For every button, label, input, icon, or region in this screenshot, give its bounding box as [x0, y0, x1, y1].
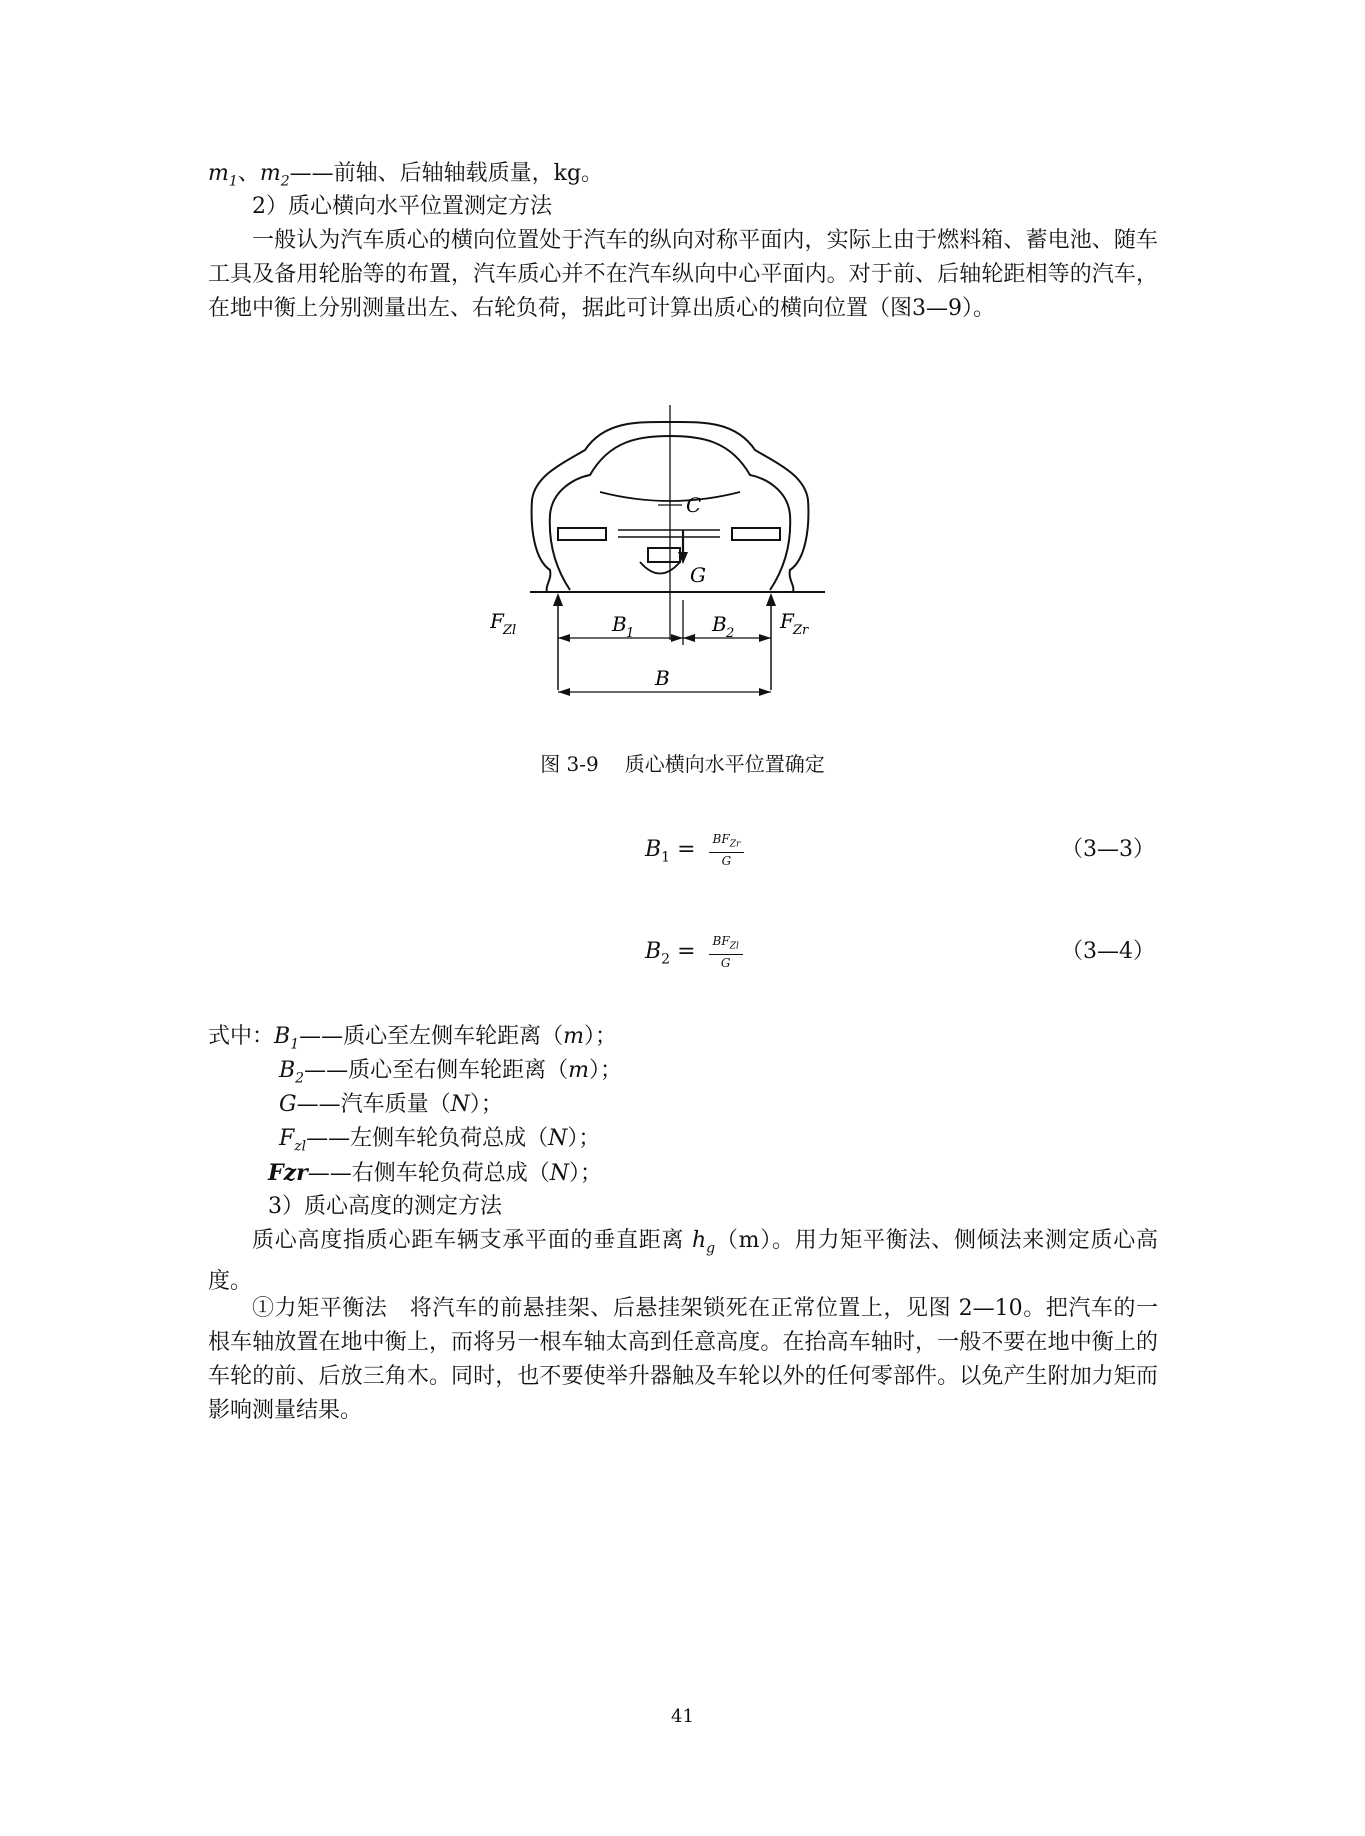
formula-3-3: [645, 832, 744, 868]
definition-g-unit: N: [450, 1092, 470, 1117]
formula-3-3-lhs-sub: 1: [661, 849, 671, 866]
label-b1: B: [612, 612, 627, 636]
definitions-prefix: 式中：: [208, 1024, 275, 1049]
section-3-heading: 3）质心高度的测定方法: [268, 1194, 502, 1219]
formula-3-4-denominator: G: [720, 956, 731, 971]
label-b2-sub: 2: [726, 626, 735, 641]
definition-fzl-sub: zl: [294, 1138, 307, 1155]
axle-load-text: ——前轴、后轴轴载质量，kg。: [289, 161, 604, 186]
definition-g: [279, 1088, 503, 1122]
definition-fzr-symbol: Fzr: [268, 1160, 308, 1186]
m1-sub: 1: [228, 173, 238, 190]
figure-caption-text: 质心横向水平位置确定: [624, 752, 825, 776]
formula-3-4-lhs: B: [645, 939, 662, 965]
formula-3-3-equals: =: [677, 837, 696, 863]
formula-3-4: [645, 934, 743, 970]
right-reaction-arrowhead: [766, 593, 776, 606]
formula-3-3-fraction: [709, 832, 745, 868]
definition-b1-unit: m: [563, 1024, 584, 1049]
definition-fzl-close: ）；: [567, 1126, 601, 1151]
formula-3-4-equals: =: [677, 939, 696, 965]
right-headlight: [732, 528, 780, 540]
formula-3-4-numerator-sub: Zl: [729, 941, 739, 952]
page-number: 41: [671, 1706, 694, 1727]
figure-caption: [0, 748, 1365, 777]
definition-fzl-text: ——左侧车轮负荷总成（: [306, 1126, 549, 1151]
definition-fzr: [268, 1156, 602, 1191]
label-fzr: F: [780, 609, 794, 633]
definition-fzl-symbol: F: [279, 1126, 295, 1151]
label-fzl-sub: Zl: [503, 623, 517, 638]
formula-3-3-lhs: B: [645, 837, 662, 863]
definition-b2-unit: m: [568, 1058, 589, 1083]
section-3-paragraph-before: 质心高度指质心距车辆支承平面的垂直距离: [252, 1228, 692, 1253]
definition-fzr-unit: N: [549, 1161, 569, 1186]
moment-balance-method-paragraph: ①力矩平衡法 将汽车的前悬挂架、后悬挂架锁死在正常位置上，见图 2—10。把汽车的一根车轴放置在地中衡上，而将另一根车轴太高到任意高度。在抬高车轴时，一般不要在地中衡上的车轮的前、后放三角木。同时，也不要使举升器触及车轮以外的任何零部件。以免产生附加力矩而影响测量结果。: [208, 1296, 1158, 1423]
definition-b1-sub: 1: [290, 1036, 300, 1053]
formula-3-3-numerator: BF: [712, 832, 730, 846]
m1-symbol: m: [208, 161, 229, 186]
m2-sub: 2: [280, 173, 290, 190]
hg-sub: g: [706, 1240, 716, 1257]
formula-3-4-number: （3—4）: [1061, 939, 1155, 964]
formula-3-3-number: （3—3）: [1061, 837, 1155, 862]
definition-b2-sub: 2: [295, 1070, 305, 1087]
license-plate: [648, 548, 680, 562]
definition-g-close: ）；: [469, 1092, 503, 1117]
label-b: B: [655, 666, 670, 690]
figure-3-9-diagram: [490, 400, 830, 720]
m2-symbol: m: [259, 161, 281, 186]
label-b2: B: [712, 612, 727, 636]
definition-fzr-text: ——右侧车轮负荷总成（: [307, 1161, 550, 1186]
definition-b2-close: ）；: [588, 1058, 622, 1083]
definition-b2-text: ——质心至右侧车轮距离（: [304, 1058, 569, 1083]
label-c: C: [686, 493, 702, 517]
definition-b1-text: ——质心至左侧车轮距离（: [299, 1024, 564, 1049]
formula-3-3-numerator-sub: Zr: [729, 839, 741, 850]
definition-g-symbol: G: [279, 1092, 297, 1117]
definition-fzl-unit: N: [548, 1126, 568, 1151]
b1-left-arrowhead: [558, 634, 570, 642]
left-headlight: [558, 528, 606, 540]
section-3-paragraph: [208, 1224, 1158, 1299]
label-fzr-sub: Zr: [793, 623, 809, 638]
hg-symbol: h: [692, 1228, 707, 1253]
label-b1-sub: 1: [626, 626, 635, 641]
b-right-arrowhead: [759, 688, 771, 696]
formula-3-3-denominator: G: [721, 854, 732, 869]
definition-fzr-close: ）；: [568, 1161, 602, 1186]
section-2-heading: 2）质心横向水平位置测定方法: [252, 194, 552, 219]
label-g: G: [690, 563, 706, 587]
definition-g-text: ——汽车质量（: [296, 1092, 451, 1117]
b-left-arrowhead: [558, 688, 570, 696]
definition-b1-symbol: B: [274, 1024, 291, 1049]
section-2-paragraph: 一般认为汽车质心的横向位置处于汽车的纵向对称平面内，实际上由于燃料箱、蓄电池、随车工具及备用轮胎等的布置，汽车质心并不在汽车纵向中心平面内。对于前、后轴轮距相等的汽车，在地中衡上分别测量出左、右轮负荷，据此可计算出质心的横向位置（图3—9）。: [208, 228, 1158, 321]
b2-right-arrowhead: [759, 634, 771, 642]
left-reaction-arrowhead: [553, 593, 563, 606]
bumper-curve: [640, 562, 680, 574]
definition-b2-symbol: B: [279, 1058, 296, 1083]
b2-left-arrowhead: [683, 634, 695, 642]
section-3-paragraph-after: （m）。用力矩平衡法、侧倾法来测定质心高度。: [208, 1228, 1158, 1295]
definition-b1-close: ）；: [584, 1024, 618, 1049]
formula-3-4-numerator: BF: [712, 934, 730, 948]
symbol-separator: 、: [237, 161, 260, 186]
formula-3-4-fraction: [709, 934, 743, 970]
b1-right-arrowhead: [671, 634, 683, 642]
formula-3-4-lhs-sub: 2: [661, 951, 671, 968]
label-fzl: F: [490, 609, 504, 633]
figure-caption-number: 图 3-9: [540, 752, 599, 776]
